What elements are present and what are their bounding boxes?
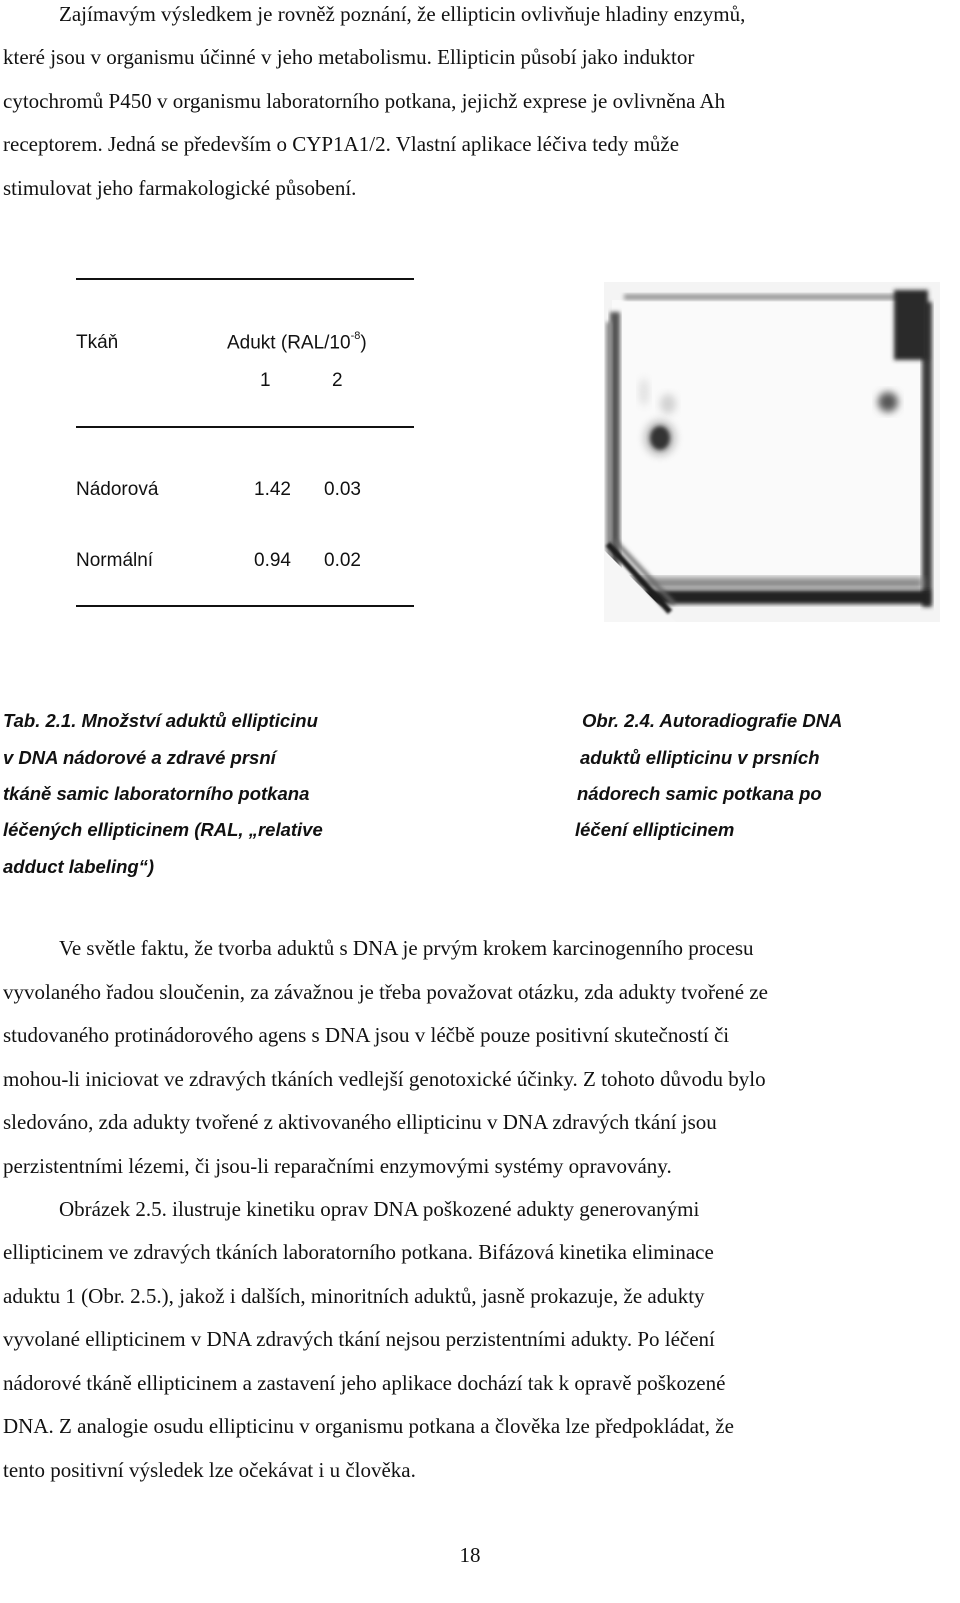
text-line: DNA. Z analogie osudu ellipticinu v organismu potkana a člověka lze předpokládat, že bbox=[3, 1414, 734, 1438]
table-header-adduct: Adukt $(RAL/10^{-8})$ bbox=[227, 330, 367, 354]
caption-line: tkáně samic laboratorního potkana bbox=[3, 783, 310, 804]
page-number: 18 bbox=[459, 1543, 481, 1567]
table-subheader-1: 1 bbox=[260, 370, 271, 391]
text-line: sledováno, zda adukty tvořené z aktivovaného ellipticinu v DNA zdravých tkání jsou bbox=[3, 1110, 717, 1134]
text-line: aduktu 1 (Obr. 2.5.), jakož i dalších, minoritních aduktů, jasně prokazuje, že adukty bbox=[3, 1284, 705, 1308]
caption-line: nádorech samic potkana po bbox=[577, 783, 822, 804]
caption-line: adduct labeling“) bbox=[3, 856, 155, 877]
text-line: studovaného protinádorového agens s DNA jsou v léčbě pouze positivní skutečností či bbox=[3, 1023, 730, 1047]
text-line: cytochromů P450 v organismu laboratorního potkana, jejichž exprese je ovlivněna Ah bbox=[3, 89, 726, 113]
caption-line: aduktů ellipticinu v prsních bbox=[580, 747, 820, 768]
caption-line: léčení ellipticinem bbox=[575, 819, 735, 840]
caption-line: léčených ellipticinem (RAL, „relative bbox=[3, 819, 323, 840]
caption-line: v DNA nádorové a zdravé prsní bbox=[3, 747, 276, 768]
text-line: Zajímavým výsledkem je rovněž poznání, že ellipticin ovlivňuje hladiny enzymů, bbox=[59, 2, 746, 26]
table-header-rule bbox=[76, 426, 414, 428]
text-line: vyvolaného řadou sloučenin, za závažnou je třeba považovat otázku, zda adukty tvořené ze bbox=[3, 980, 769, 1004]
caption-line: Tab. 2.1. Množství aduktů ellipticinu bbox=[3, 710, 318, 731]
text-line: Ve světle faktu, že tvorba aduktů s DNA je prvým krokem karcinogenního procesu bbox=[59, 936, 754, 960]
text-line: mohou-li iniciovat ve zdravých tkáních vedlejší genotoxické účinky. Z tohoto důvodu bylo bbox=[3, 1067, 766, 1091]
table-cell-value: 0.03 bbox=[324, 479, 361, 500]
caption-line: Obr. 2.4. Autoradiografie DNA bbox=[582, 710, 843, 731]
text-line: tento positivní výsledek lze očekávat i u člověka. bbox=[3, 1458, 416, 1482]
text-line: ellipticinem ve zdravých tkáních laboratorního potkana. Bifázová kinetika eliminace bbox=[3, 1240, 714, 1264]
text-line: stimulovat jeho farmakologické působení. bbox=[3, 176, 357, 200]
autoradiography-illustration bbox=[604, 282, 940, 622]
autoradiography-image bbox=[604, 282, 940, 622]
text-line: vyvolané ellipticinem v DNA zdravých tkání nejsou perzistentními adukty. Po léčení bbox=[3, 1327, 715, 1351]
table-subheader-2: 2 bbox=[332, 370, 343, 391]
text-line: receptorem. Jedná se především o CYP1A1/2. Vlastní aplikace léčiva tedy může bbox=[3, 132, 680, 156]
text-line: nádorové tkáně ellipticinem a zastavení jeho aplikace dochází tak k opravě poškozené bbox=[3, 1371, 726, 1395]
table-header-tissue: Tkáň bbox=[76, 332, 119, 353]
table-top-rule bbox=[76, 278, 414, 280]
table-cell-tissue: Normální bbox=[76, 550, 154, 571]
table-cell-tissue: Nádorová bbox=[76, 479, 159, 500]
table-cell-value: 1.42 bbox=[254, 479, 291, 500]
text-line: které jsou v organismu účinné v jeho metabolismu. Ellipticin působí jako induktor bbox=[3, 45, 695, 69]
text-line: perzistentními lézemi, či jsou-li reparačními enzymovými systémy opravovány. bbox=[3, 1154, 672, 1178]
table-cell-value: 0.94 bbox=[254, 550, 291, 571]
table-bottom-rule bbox=[76, 605, 414, 607]
table-cell-value: 0.02 bbox=[324, 550, 361, 571]
text-line: Obrázek 2.5. ilustruje kinetiku oprav DNA poškozené adukty generovanými bbox=[59, 1197, 700, 1221]
